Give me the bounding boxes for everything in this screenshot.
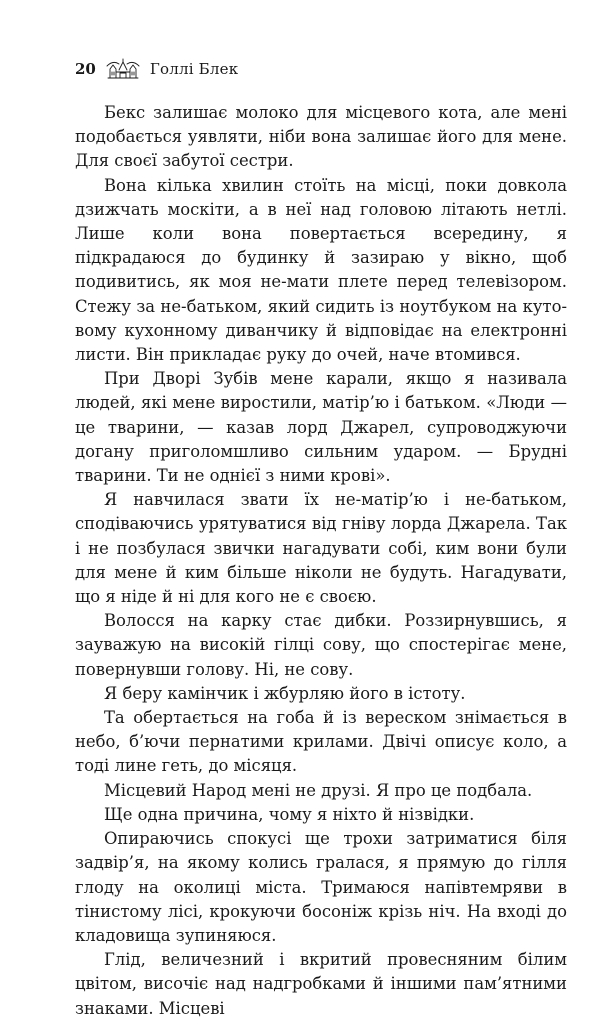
paragraph: Я беру камінчик і жбурляю його в істоту. (104, 683, 466, 703)
paragraph: Бекс залишає молоко для місцевого кота, але мені подобається уявляти, ніби вона залишає його для мене. Для своєї забутої сестри. (75, 103, 567, 171)
paragraph: Місцевий Народ мені не друзі. Я про це подбала. (104, 780, 533, 800)
paragraph: При Дворі Зубів мене карали, якщо я називала людей, які мене виростили, матір’ю і батьком. «Люди — це тварини, — казав лорд Джарел, супроводжуючи догану приголомшливо сильним ударом. — Брудні тварини. Ти не однієї з ними крові». (75, 369, 567, 486)
paragraph: Вона кілька хвилин стоїть на місці, поки довкола дзижчать москіти, а в неї над головою літають нетлі. Лише коли вона повертається всередину, я підкрадаюся до будинку й зазираю у вікно, щоб подивитись, як моя не-мати плете перед телевізором. Стежу за не-батьком, який сидить із ноутбуком на кутовому кухонному диванчику й відповідає на електронні листи. Він прикладає руку до очей, наче втомився. (75, 175, 567, 365)
page-number: 20 (75, 60, 96, 78)
paragraph: Ще одна причина, чому я ніхто й нізвідки. (104, 804, 475, 824)
running-header (75, 58, 238, 80)
running-title: Голлі Блек (149, 60, 239, 78)
body-text (75, 101, 567, 1021)
paragraph: Опираючись спокусі ще трохи затриматися біля задвір’я, на якому колись гралася, я прямую до гілля глоду на околиці міста. Тримаюся напівтемряви в тінистому лісі, крокуючи босоніж крізь ніч. На вході до кладовища зупиняюся. (75, 829, 567, 945)
paragraph: Та обертається на гоба й із вереском знімається в небо, б’ючи пернатими крилами. Двічі описує коло, а тоді лине геть, до місяця. (75, 708, 567, 776)
paragraph: Я навчилася звати їх не-матір’ю і не-батьком, сподіваючись урятуватися від гніву лорда Джарела. Так і не позбулася звички нагадувати собі, ким вони були для мене й ким більше ніколи не будуть. Нагадувати, що я ніде й ні для кого не є своєю. (75, 490, 567, 607)
paragraph: Глід, величезний і вкритий провесняним білим цвітом, височіє над надгробками й іншими пам’ятними знаками. Місцеві (75, 950, 567, 1018)
castle-ornament-icon (104, 58, 142, 80)
paragraph: Волосся на карку стає дибки. Роззирнувшись, я зауважую на високій гілці сову, що спостерігає мене, повернувши голову. Ні, не сову. (75, 611, 567, 679)
